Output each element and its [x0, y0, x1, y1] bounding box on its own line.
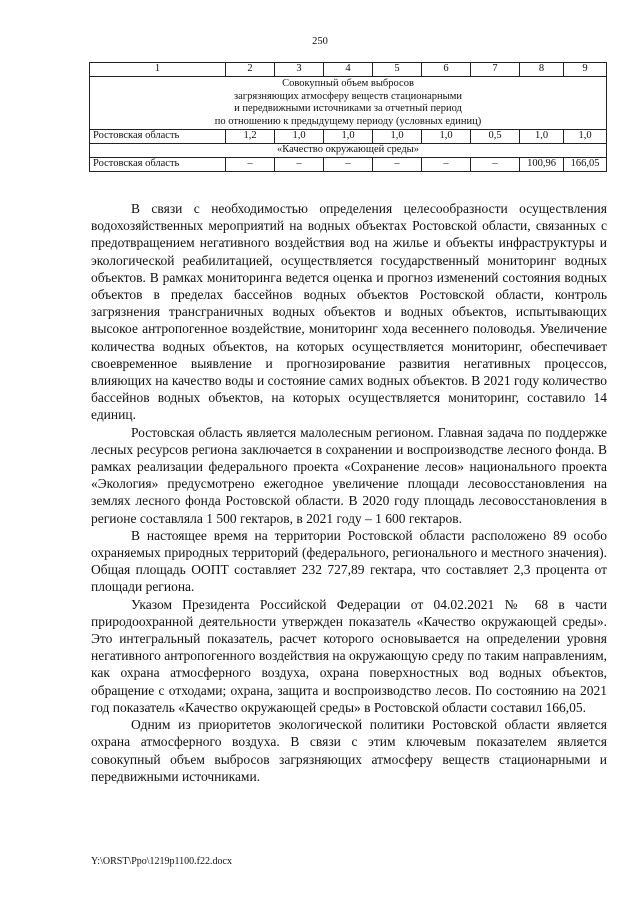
table-section-row: [90, 77, 607, 130]
table-section-row: [90, 144, 607, 158]
table-cell: 1,0: [422, 130, 471, 144]
table-row: [90, 158, 607, 172]
table-header-cell: 3: [275, 63, 324, 77]
section-title-line: по отношению к предыдущему периоду (условных единиц): [214, 115, 482, 127]
table-header-cell: 4: [324, 63, 373, 77]
table-cell: 1,0: [564, 130, 607, 144]
table-header-cell: 1: [90, 63, 226, 77]
table-cell: –: [324, 158, 373, 172]
table-cell: 1,0: [275, 130, 324, 144]
table-cell: –: [422, 158, 471, 172]
table-cell: –: [275, 158, 324, 172]
page-number: 250: [312, 36, 328, 47]
table-cell-region: Ростовская область: [90, 158, 226, 172]
table-cell: 166,05: [564, 158, 607, 172]
table-cell: 1,0: [324, 130, 373, 144]
paragraph-water-monitoring: В связи с необходимостью определения целесообразности осуществления водохозяйственных мероприятий на водных объектах Ростовской области, связанных с предотвращением негативного воздействия вод на жилье и объекты инфраструктуры и экологической реабилитацией, осуществляется государственный мониторинг водных объектов. В рамках мониторинга ведется оценка и прогноз изменений состояния водных объектов в пределах бассейнов водных объектов Ростовской области, контроль загрязнения трансграничных водных объектов и водных объектов, испытывающих высокое антропогенное воздействие, мониторинг хода весеннего половодья. Увеличение количества водных объектов, на которых осуществляется мониторинг, обеспечивает своевременное выявление и прогнозирование развития негативных процессов, влияющих на качество воды и состояние самих водных объектов. В 2021 году количество бассейнов водных объектов, на которых осуществляется мониторинг, составило 14 единиц.: [91, 201, 607, 423]
indicators-table: [89, 62, 607, 172]
paragraph-air-protection: Одним из приоритетов экологической политики Ростовской области является охрана атмосферного воздуха. В связи с этим ключевым показателем является совокупный объем выбросов загрязняющих атмосферу веществ стационарными и передвижными источниками.: [91, 717, 607, 784]
table-header-row: [90, 63, 607, 77]
section-title-line: загрязняющих атмосферу веществ стационарными: [234, 90, 462, 102]
table-cell: 1,2: [226, 130, 275, 144]
section-title-line: и передвижными источниками за отчетный период: [234, 103, 462, 114]
table-header-cell: 9: [564, 63, 607, 77]
table-cell: 0,5: [471, 130, 520, 144]
table-header-cell: 7: [471, 63, 520, 77]
table-cell: –: [471, 158, 520, 172]
footer-file-path: Y:\ORST\Ppo\1219p1100.f22.docx: [91, 856, 232, 867]
table-cell: 1,0: [373, 130, 422, 144]
paragraph-protected-areas: В настоящее время на территории Ростовской области расположено 89 особо охраняемых природных территорий (федерального, регионального и местного значения). Общая площадь ООПТ составляет 232 727,89 гектара, что составляет 2,3 процента от площади региона.: [91, 527, 607, 595]
body-text: [91, 200, 607, 785]
table-header-cell: 8: [520, 63, 564, 77]
table-cell: –: [373, 158, 422, 172]
paragraph-forest-resources: Ростовская область является малолесным регионом. Главная задача по поддержке лесных ресурсов региона заключается в сохранении и воспроизводстве лесного фонда. В рамках реализации федерального проекта «Сохранение лесов» национального проекта «Экология» предусмотрено ежегодное увеличение площади лесовосстановления на землях лесного фонда Ростовской области. В 2020 году площадь лесовосстановления в регионе составляла 1 500 гектаров, в 2021 году – 1 600 гектаров.: [91, 424, 607, 526]
table-header-cell: 6: [422, 63, 471, 77]
table-header-cell: 5: [373, 63, 422, 77]
table-header-cell: 2: [226, 63, 275, 77]
table-cell-region: Ростовская область: [90, 130, 226, 144]
table-cell: 100,96: [520, 158, 564, 172]
table-cell: –: [226, 158, 275, 172]
section-title-emissions: [90, 77, 607, 130]
table-row: [90, 130, 607, 144]
section-title-line: Совокупный объем выбросов: [282, 78, 414, 89]
section-title-environment-quality: «Качество окружающей среды»: [90, 144, 607, 158]
table-cell: 1,0: [520, 130, 564, 144]
paragraph-environment-quality: Указом Президента Российской Федерации от 04.02.2021 № 68 в части природоохранной деятельности утвержден показатель «Качество окружающей среды». Это интегральный показатель, расчет которого основывается на определении уровня негативного антропогенного воздействия на окружающую среду по таким направлениям, как охрана атмосферного воздуха, охрана поверхностных вод водных объектов, обращение с отходами; охрана, защита и воспроизводство лесов. По состоянию на 2021 год показатель «Качество окружающей среды» в Ростовской области составил 166,05.: [91, 596, 607, 715]
